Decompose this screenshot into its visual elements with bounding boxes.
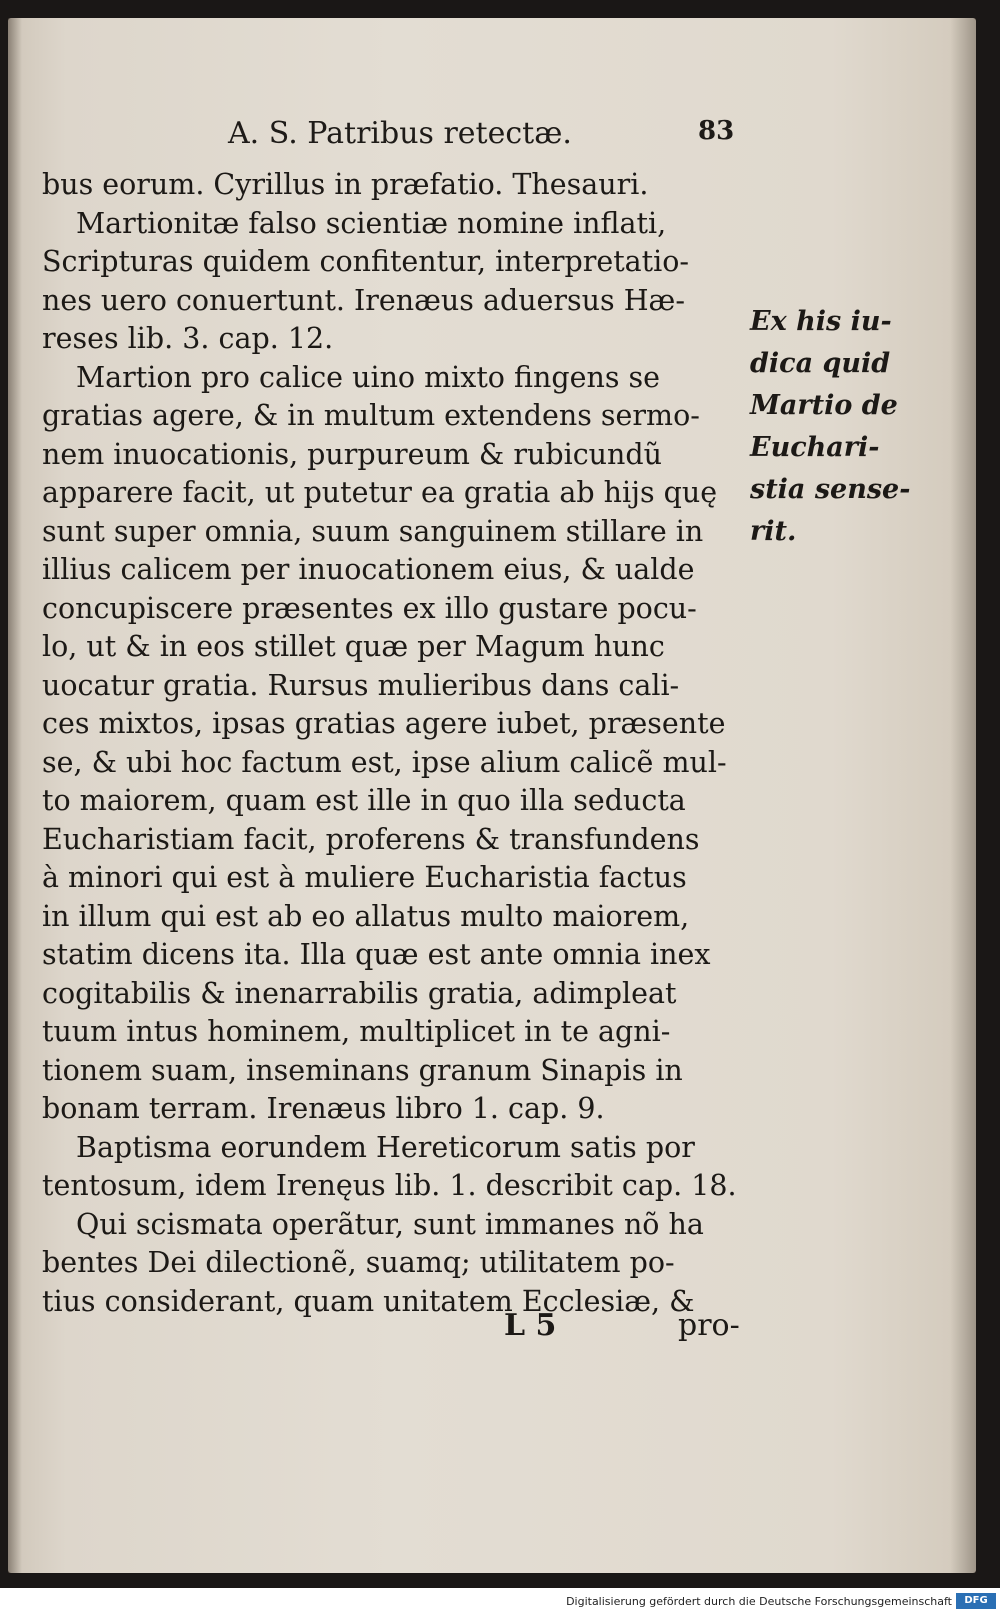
text-line: uocatur gratia. Rursus mulieribus dans cali- (42, 668, 680, 702)
margin-note-line: dica quid (750, 348, 891, 379)
running-title: A. S. Patribus retectæ. (228, 116, 572, 151)
text-line: bonam terram. Irenæus libro 1. cap. 9. (42, 1092, 605, 1125)
digitization-credit: Digitalisierung gefördert durch die Deutsche Forschungsgemeinschaft (566, 1595, 952, 1608)
text-line: illius calicem per inuocationem eius, & ualde (42, 553, 695, 586)
text-line: reses lib. 3. cap. 12. (42, 322, 334, 355)
text-line: se, & ubi hoc factum est, ipse alium calicẽ mul- (42, 745, 727, 779)
margin-note (750, 301, 911, 553)
body-text (42, 166, 762, 1321)
signature-mark: L 5 (504, 1308, 557, 1343)
text-line: statim dicens ita. Illa quæ est ante omnia inex (42, 938, 711, 971)
margin-note-line: Euchari- (750, 432, 880, 463)
text-line: Qui scismata operãtur, sunt immanes nõ ha (76, 1207, 704, 1241)
text-line: nes uero conuertunt. Irenæus aduersus Hæ- (42, 283, 685, 317)
text-line: lo, ut & in eos stillet quæ per Magum hunc (42, 630, 665, 663)
margin-note-line: rit. (750, 516, 797, 547)
text-line: à minori qui est à muliere Eucharistia factus (42, 861, 687, 894)
page-header (8, 116, 976, 160)
text-line: cogitabilis & inenarrabilis gratia, adimpleat (42, 976, 677, 1010)
text-line: Martion pro calice uino mixto fingens se (76, 360, 661, 394)
text-line: tentosum, idem Irenęus lib. 1. describit cap. 18. (42, 1169, 737, 1202)
page-number: 83 (698, 116, 735, 146)
text-line: Martionitæ falso scientiæ nomine inflati, (76, 206, 667, 240)
text-line: tius considerant, quam unitatem Ecclesiæ, & (42, 1284, 695, 1318)
text-line: nem inuocationis, purpureum & rubicundũ (42, 437, 662, 471)
catchword: pro- (678, 1308, 740, 1343)
text-line: bentes Dei dilectionẽ, suamq; utilitatem po- (42, 1246, 675, 1279)
text-line: Baptisma eorundem Hereticorum satis por (76, 1130, 695, 1164)
text-line: bus eorum. Cyrillus in præfatio. Thesauri. (42, 168, 649, 201)
margin-note-line: Ex his iu- (750, 306, 892, 337)
dfg-logo: DFG (956, 1593, 996, 1609)
text-line: concupiscere præsentes ex illo gustare pocu- (42, 591, 697, 625)
text-line: in illum qui est ab eo allatus multo maiorem, (42, 899, 690, 933)
text-line: Scripturas quidem confitentur, interpretatio- (42, 245, 690, 278)
text-line: to maiorem, quam est ille in quo illa seducta (42, 784, 686, 817)
text-line: gratias agere, & in multum extendens sermo- (42, 399, 700, 432)
book-page (8, 18, 976, 1573)
text-line: ces mixtos, ipsas gratias agere iubet, præsente (42, 707, 726, 740)
text-line: Eucharistiam facit, proferens & transfundens (42, 822, 700, 856)
text-line: tuum intus hominem, multiplicet in te agni- (42, 1015, 671, 1048)
text-line: apparere facit, ut putetur ea gratia ab hijs quę (42, 476, 718, 509)
text-line: tionem suam, inseminans granum Sinapis in (42, 1053, 683, 1087)
page-footer (8, 1308, 976, 1348)
margin-note-line: Martio de (750, 390, 898, 421)
text-line: sunt super omnia, suum sanguinem stillare in (42, 514, 704, 548)
margin-note-line: stia sense- (750, 474, 911, 505)
